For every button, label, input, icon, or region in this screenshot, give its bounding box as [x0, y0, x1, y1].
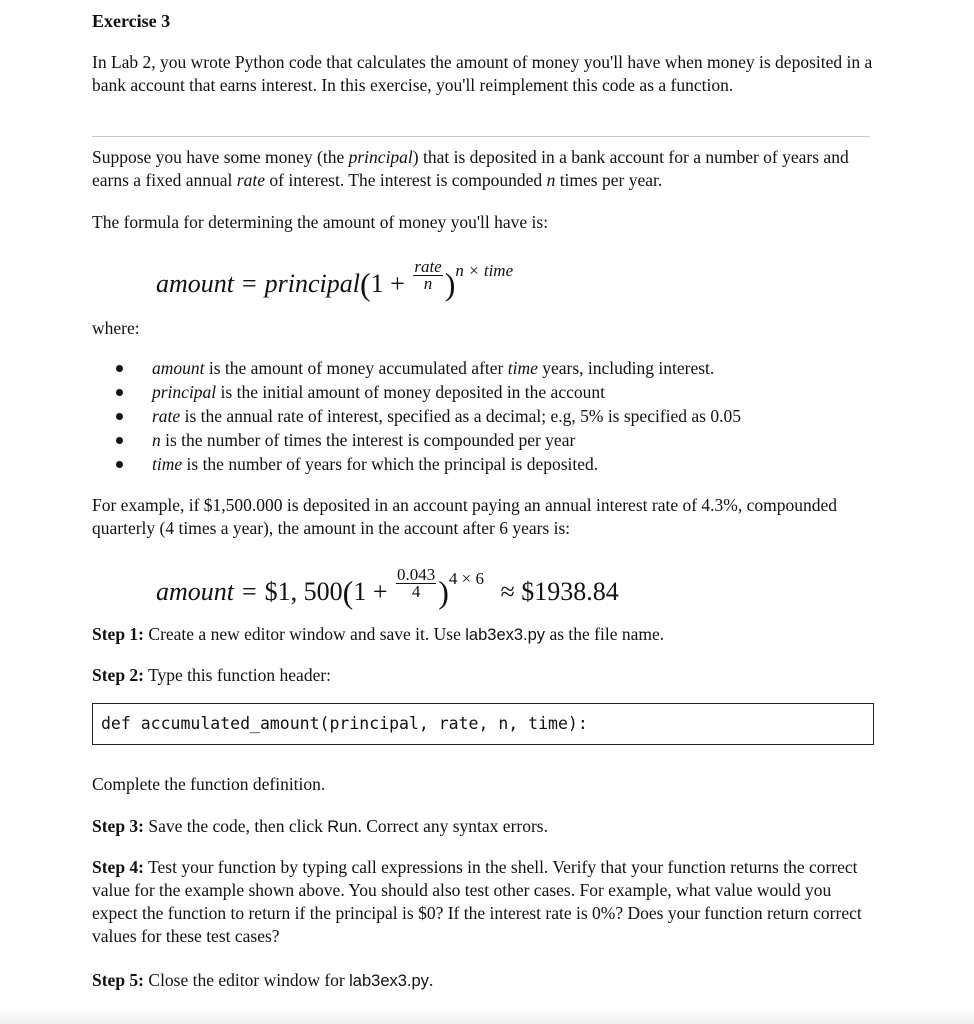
page-bottom-edge: [0, 1008, 974, 1024]
compound-interest-formula: amount = principal(1 + $\frac{\text{rate}}{n}$ )$^{n \times time}$: [156, 257, 514, 302]
list-item: principal is the initial amount of money deposited in the account: [114, 381, 874, 405]
step-5: Step 5: Close the editor window for lab3ex3.py.: [92, 970, 434, 990]
list-item: amount is the amount of money accumulated after time years, including interest.: [114, 357, 874, 381]
where-label: where:: [92, 318, 140, 338]
formula-intro: The formula for determining the amount of money you'll have is:: [92, 212, 549, 232]
definition-list: [114, 357, 874, 477]
list-item: time is the number of years for which the principal is deposited.: [114, 453, 874, 477]
step-4: Step 4: Test your function by typing call expressions in the shell. Verify that your function returns the correct value for the example shown above. You should also test other cases. For example, what value would you expect the function to return if the principal is $0? If the interest rate is 0%? Does your function return correct values for these test cases?: [92, 857, 862, 946]
bullet-icon: [116, 413, 123, 420]
complete-instruction: Complete the function definition.: [92, 774, 326, 794]
setup-paragraph: Suppose you have some money (the principal) that is deposited in a bank account for a number of years and earns a fixed annual rate of interest. The interest is compounded n times per year.: [92, 147, 849, 190]
rate-over-n-fraction: $\frac{0.043}{4}$: [397, 565, 436, 601]
bullet-icon: [116, 461, 123, 468]
function-header-code-box: [92, 703, 874, 745]
bullet-icon: [116, 389, 123, 396]
step-3: Step 3: Save the code, then click Run. Correct any syntax errors.: [92, 816, 548, 836]
bullet-icon: [116, 365, 123, 372]
step-1: Step 1: Create a new editor window and save it. Use lab3ex3.py as the file name.: [92, 624, 665, 644]
list-item: rate is the annual rate of interest, specified as a decimal; e.g, 5% is specified as 0.05: [114, 405, 874, 429]
rate-over-n-fraction: $\frac{\text{rate}}{n}$: [414, 257, 442, 293]
exercise-title: Exercise 3: [92, 11, 171, 31]
intro-paragraph: In Lab 2, you wrote Python code that calculates the amount of money you'll have when money is deposited in a bank account that earns interest. In this exercise, you'll reimplement this code as a function.: [92, 52, 873, 95]
example-formula: amount = $1, 500(1 + $\frac{0.043}{4}$ )$^{4 \times 6}$ ≈ $1938.84: [156, 565, 619, 610]
section-divider: [92, 136, 870, 137]
step-2: Step 2: Type this function header:: [92, 665, 332, 685]
list-item: n is the number of times the interest is compounded per year: [114, 429, 874, 453]
example-paragraph: For example, if $1,500.000 is deposited in an account paying an annual interest rate of 4.3%, compounded quarterly (4 times a year), the amount in the account after 6 years is:: [92, 495, 838, 538]
bullet-icon: [116, 437, 123, 444]
function-header-code: def accumulated_amount(principal, rate, n, time):: [101, 714, 588, 733]
example-result: $1938.84: [521, 577, 619, 606]
